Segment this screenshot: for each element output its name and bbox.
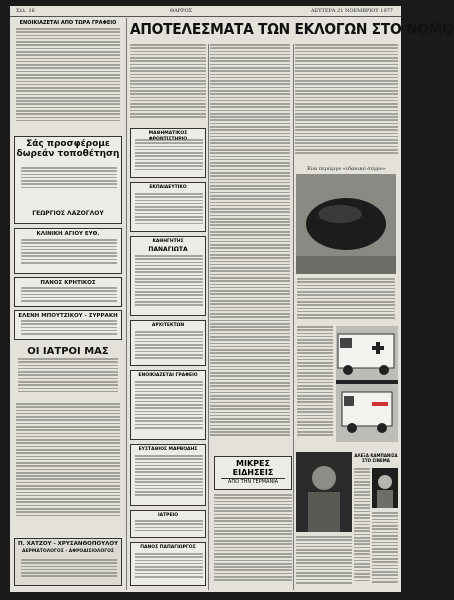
ad-title: Π. ΧΑΤΖΟΥ - ΧΡΥΣΑΝΘΟΠΟΥΛΟΥ	[17, 541, 118, 547]
car-illustration	[296, 174, 396, 274]
ad-box-doctor	[14, 277, 122, 307]
column-rule	[126, 18, 127, 590]
photo-text	[296, 536, 352, 588]
photo-caption: Ένα περίεργο «ιδανικό σόγρο»	[306, 166, 386, 172]
running-header	[10, 6, 401, 17]
small-news-title-2: ΕΙΔΗΣΕΙΣ	[232, 468, 274, 477]
ad-title: ΚΛΙΝΙΚΗ ΑΓΙΟΥ ΕΥΘ.	[36, 231, 100, 237]
ambulance-illustration	[336, 326, 398, 442]
ad-title: ΕΝΟΙΚΙΑΖΕΤΑΙ ΓΡΑΦΕΙΟ	[138, 373, 198, 378]
doctors-section	[14, 344, 122, 400]
ad-box-papagiorgos	[130, 542, 206, 586]
section-title: ΟΙ ΙΑΤΡΟΙ ΜΑΣ	[27, 346, 109, 357]
text-block	[16, 28, 120, 128]
ad-title: ΜΑΘΗΜΑΤΙΚΟΣ	[148, 131, 188, 136]
ad-box-dermatologist	[14, 538, 122, 586]
ad-sub: ΔΕΡΜΑΤΟΛΟΓΟΣ - ΑΦΡΟΔΙΣΙΟΛΟΓΟΣ	[21, 549, 115, 554]
article-text	[297, 326, 333, 444]
portrait-illustration	[372, 468, 398, 508]
photo-ambulance	[336, 326, 398, 442]
ad-title: ΚΑΘΗΓΗΤΗΣ	[152, 239, 184, 244]
column-rule	[208, 44, 209, 590]
column-rule	[293, 44, 294, 590]
left-column	[12, 18, 124, 590]
ad-name: ΠΑΝΑΓΙΩΤΑ	[148, 245, 188, 253]
person-illustration	[296, 452, 352, 532]
ad-box-architect	[130, 320, 206, 366]
ad-box-tutoring	[130, 128, 206, 178]
photo-article-text	[297, 278, 395, 322]
ad-sub: ΓΕΩΡΓΙΟΣ ΛΑΖΟΓΛΟΥ	[32, 210, 104, 217]
results-column-1	[130, 44, 206, 124]
issue-date: ΔΕΥΤΕΡΑ 21 ΝΟΕΜΒΡΙΟΥ 1977	[310, 8, 393, 14]
small-news-title-1: ΜΙΚΡΕΣ	[236, 459, 270, 468]
ad-title: Σάς προσφέρομε δωρεάν τοποθέτηση	[16, 139, 120, 159]
ad-title: ΕΛΕΝΗ ΜΠΟΥΤΖΙΚΟΥ - ΣΥΡΡΑΚΗ	[18, 313, 118, 319]
right-news-text	[354, 468, 370, 588]
photo-portrait	[372, 468, 398, 508]
ad-box-clinic	[130, 510, 206, 538]
ad-title: ΙΑΤΡΕΙΟ	[157, 513, 179, 518]
ad-title: ΕΚΠΑΙΔΕΥΤΙΚΟ	[149, 185, 187, 190]
ad-box-education	[130, 182, 206, 232]
ad-box-office	[130, 370, 206, 440]
small-news-box	[214, 456, 292, 490]
left-column-heading: ΕΝΟΙΚΙΑΖΕΤΑΙ ΑΠΟ ΤΩΡΑ ΓΡΑΦΕΙΟ	[19, 20, 117, 26]
ad-box-marvodis	[130, 444, 206, 506]
ad-title: ΠΑΝΟΣ ΚΡΗΤΙΚΟΣ	[40, 280, 96, 286]
right-news-text-2	[372, 512, 398, 588]
photo-person	[296, 452, 352, 532]
ad-title: ΠΑΝΟΣ ΠΑΠΑΓΙΩΡΓΟΣ	[140, 545, 196, 550]
results-column-2	[210, 44, 290, 454]
small-news-subtitle: ΑΠΟ ΤΗΝ ΓΕΡΜΑΝΙΑ	[221, 478, 285, 485]
ad-title: ΕΥΣΤΑΘΙΟΣ ΜΑΡΒΟΔΗΣ	[138, 447, 198, 452]
newspaper-name: ΘΑΡΡΟΣ	[170, 8, 193, 14]
page-number: Σελ. 16	[16, 8, 35, 14]
page-headline: ΑΠΟΤΕΛΕΣΜΑΤΑ ΤΩΝ ΕΚΛΟΓΩΝ ΣΤΟ ΝΟΜΟ	[130, 20, 454, 38]
doctor-listings	[16, 403, 120, 523]
small-news-text	[214, 494, 292, 588]
right-news-title: ΑΛΕΞΑ ΚΑΜΠΑΝΙΣΑ ΣΤΟ ΣΙΝΕΜΑ	[354, 453, 398, 463]
ad-box-clinic	[14, 228, 122, 274]
ad-title: ΑΡΧΙΤΕΚΤΩΝ	[151, 323, 185, 328]
photo-car	[296, 174, 396, 274]
results-column-3	[295, 44, 398, 162]
newspaper-page	[10, 6, 454, 592]
ad-box-psychologist	[14, 310, 122, 340]
ad-box-placement	[14, 136, 122, 224]
ad-box-teacher	[130, 236, 206, 316]
